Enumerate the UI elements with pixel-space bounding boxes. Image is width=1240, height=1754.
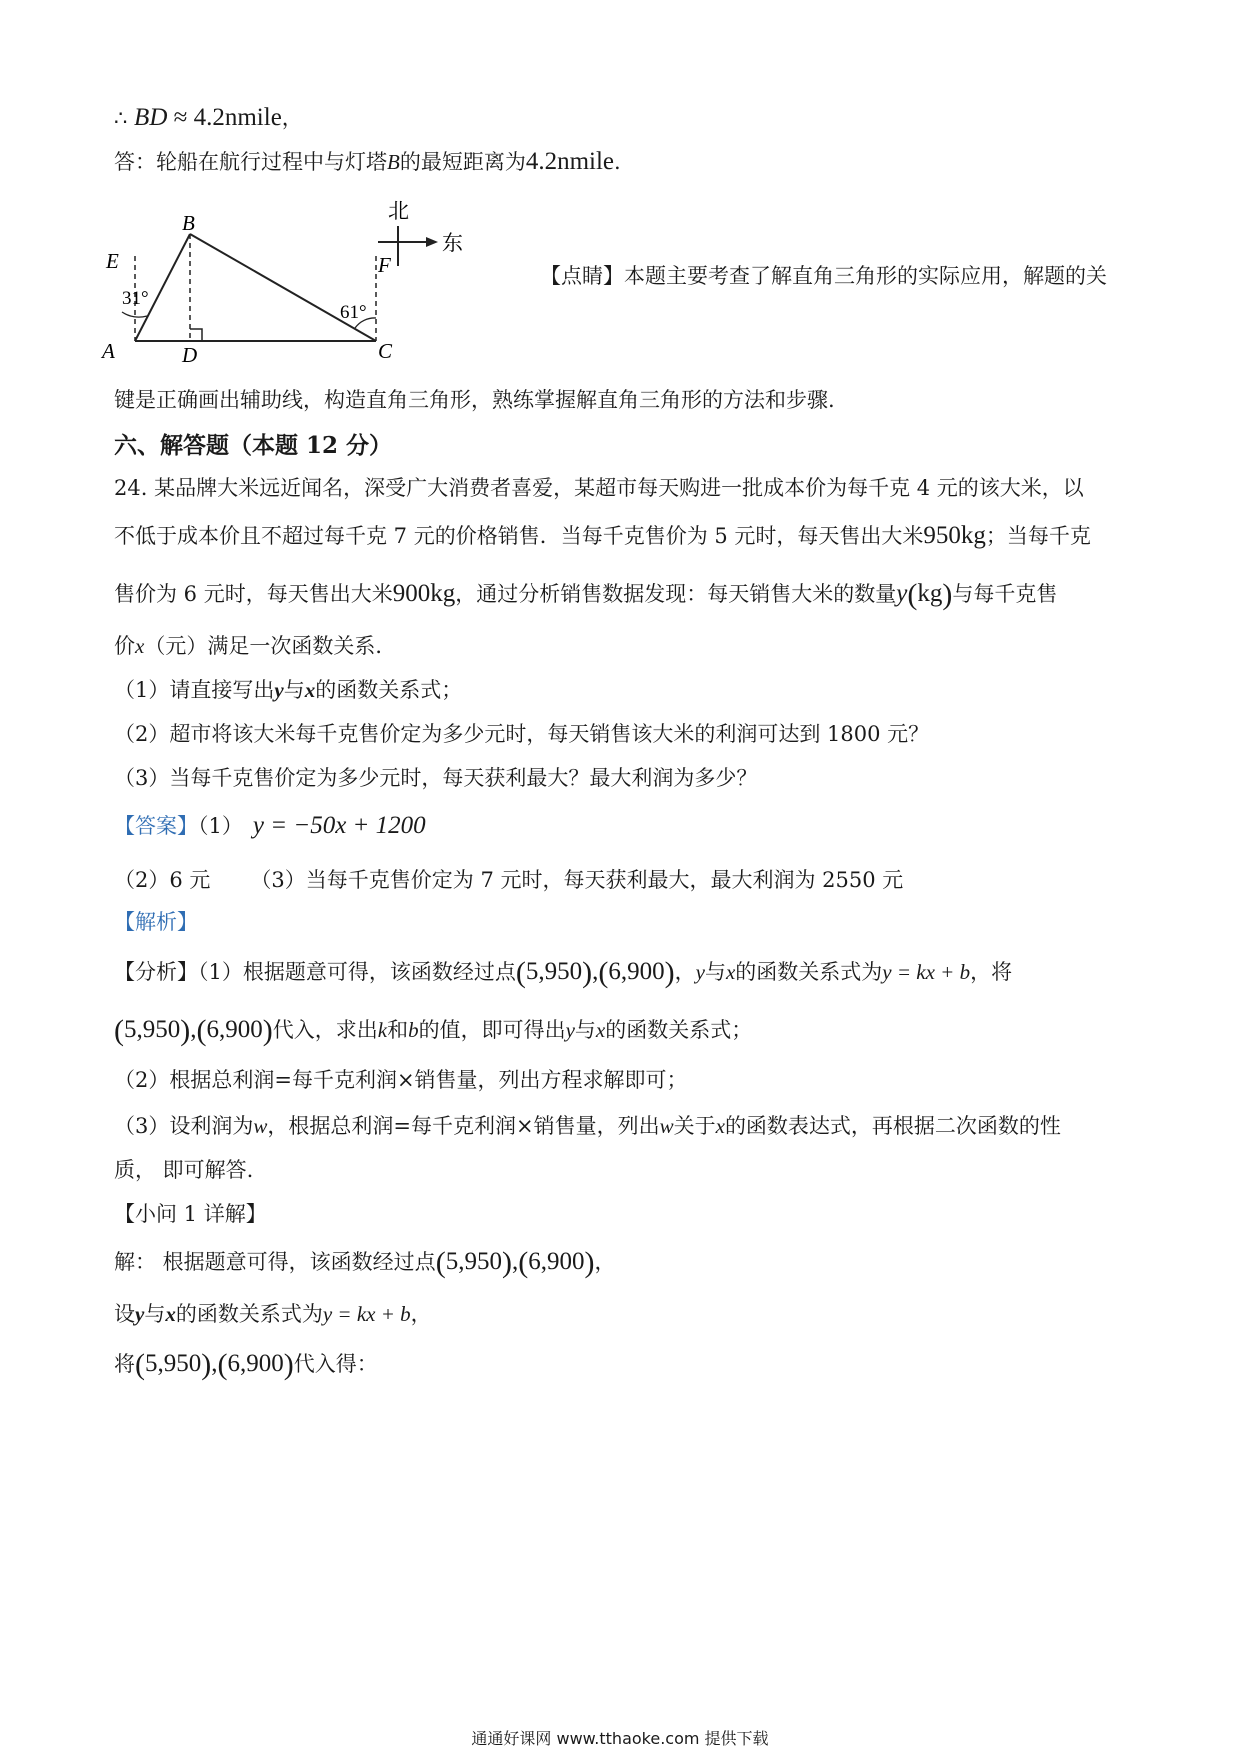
paren-close: ) xyxy=(664,956,675,989)
paren-open: ( xyxy=(114,1014,124,1047)
compass-east-label: 东 xyxy=(442,231,463,255)
point-1: 5,950 xyxy=(445,1248,502,1275)
analysis-text: 【分析】（1）根据题意可得，该函数经过点 xyxy=(114,960,516,984)
therefore-symbol: ∴ xyxy=(114,106,135,130)
answer-3: （3）当每千克售价定为 7 元时，每天获利最大，最大利润为 2550 元 xyxy=(250,868,904,892)
analysis-text: 与 xyxy=(574,1018,596,1042)
comma: , xyxy=(592,958,599,985)
distance-value: 4.2nmile xyxy=(525,148,615,175)
jiexi-label: 【解析】 xyxy=(114,910,198,934)
answer-label: 【答案】 xyxy=(114,814,198,838)
answer-line xyxy=(114,148,621,176)
paren-open: ( xyxy=(135,1348,145,1381)
compass-north-label: 北 xyxy=(388,199,409,223)
angle-A-label: 31° xyxy=(122,288,149,309)
problem-text: （元）满足一次函数关系． xyxy=(144,634,397,658)
analysis-text: 的值，即可得出 xyxy=(418,1018,566,1042)
paren-close: ) xyxy=(942,578,953,611)
analysis-text: 的函数表达式，再根据二次函数的性 xyxy=(724,1114,1061,1138)
point-2: 6,900 xyxy=(227,1350,284,1377)
problem-text: 与每千克售 xyxy=(952,582,1058,606)
analysis-line2 xyxy=(114,1016,752,1045)
analysis-text: 和 xyxy=(387,1018,409,1042)
comma: , xyxy=(211,1350,218,1377)
answer-text-mid: 的最短距离为 xyxy=(399,150,526,174)
analysis-line1 xyxy=(114,958,1012,987)
paren-open: ( xyxy=(907,578,918,611)
point-2: 6,900 xyxy=(528,1248,585,1275)
weight-900: 900kg xyxy=(392,580,456,607)
label-F: F xyxy=(378,253,391,277)
answer-text: 答：轮船在航行过程中与灯塔 xyxy=(114,150,387,174)
paren-open: ( xyxy=(435,1246,446,1279)
var-x: x xyxy=(304,678,316,702)
detail-text: 代入得： xyxy=(293,1352,378,1376)
period: . xyxy=(614,150,621,174)
var-y: y xyxy=(565,1018,575,1042)
point-2: 6,900 xyxy=(206,1016,263,1043)
analysis-text: 的函数关系式； xyxy=(605,1018,753,1042)
var-x: x xyxy=(135,634,145,658)
dianjing-line2: 键是正确画出辅助线，构造直角三角形，熟练掌握解直角三角形的方法和步骤. xyxy=(114,388,835,412)
problem-text: ，通过分析销售数据发现：每天销售大米的数量 xyxy=(455,582,897,606)
paren-close: ) xyxy=(501,1246,512,1279)
detail-line1 xyxy=(114,1248,615,1277)
detail-text: 将 xyxy=(114,1352,135,1376)
paren-close: ) xyxy=(201,1348,212,1381)
var-w: w xyxy=(253,1114,268,1138)
analysis-text: ， xyxy=(674,960,696,984)
linear-equation: y = kx + b xyxy=(882,960,971,984)
answer-row-2 xyxy=(114,866,903,894)
point-2: 6,900 xyxy=(608,958,665,985)
detail-text: 设 xyxy=(114,1302,135,1326)
paren-close: ) xyxy=(582,956,593,989)
point-1: 5,950 xyxy=(145,1350,202,1377)
analysis-text: 代入，求出 xyxy=(272,1018,378,1042)
label-A: A xyxy=(102,339,115,363)
q1-text: 与 xyxy=(283,678,305,702)
detail-label: 【小问 1 详解】 xyxy=(114,1202,267,1226)
problem-line3 xyxy=(114,580,1057,609)
var-x: x xyxy=(725,960,736,984)
problem-text: 售价为 6 元时，每天售出大米 xyxy=(114,582,393,606)
side-BC xyxy=(190,234,376,341)
var-y: y xyxy=(896,580,908,607)
answer-row-1 xyxy=(114,812,426,840)
paren-close: ) xyxy=(180,1014,191,1047)
var-y: y xyxy=(695,960,705,984)
problem-line2 xyxy=(114,522,1091,550)
analysis-line3: （2）根据总利润=每千克利润×销售量，列出方程求解即可； xyxy=(114,1068,688,1092)
paren-open: ( xyxy=(217,1348,228,1381)
question-3: （3）当每千克售价定为多少元时，每天获利最大？最大利润为多少？ xyxy=(114,766,758,790)
var-k: k xyxy=(377,1018,388,1042)
analysis-line4 xyxy=(114,1112,1061,1140)
analysis-text: 关于 xyxy=(673,1114,716,1138)
var-w: w xyxy=(659,1114,674,1138)
var-BD: BD xyxy=(134,104,168,131)
label-E: E xyxy=(106,249,119,273)
problem-text: ；当每千克 xyxy=(985,524,1091,548)
comma: , xyxy=(190,1016,197,1043)
section-heading: 六、解答题（本题 12 分） xyxy=(114,432,393,459)
var-x: x xyxy=(595,1018,606,1042)
right-angle-marker xyxy=(190,329,202,341)
point-1: 5,950 xyxy=(124,1016,181,1043)
footer: 通通好课网 www.tthaoke.com 提供下载 xyxy=(471,1729,769,1748)
var-B: B xyxy=(387,150,400,174)
paren-open: ( xyxy=(518,1246,529,1279)
problem-line1: 24. 某品牌大米远近闻名，深受广大消费者喜爱，某超市每天购进一批成本价为每千克 4 元的该大米，以 xyxy=(114,476,1084,500)
detail-text: 的函数关系式为 xyxy=(175,1302,323,1326)
paren-open: ( xyxy=(598,956,609,989)
var-y: y xyxy=(135,1302,145,1326)
var-x: x xyxy=(165,1302,176,1326)
question-2: （2）超市将该大米每千克售价定为多少元时，每天销售该大米的利润可达到 1800 元？ xyxy=(114,722,930,746)
analysis-text: （3）设利润为 xyxy=(114,1114,254,1138)
triangle-diagram xyxy=(102,196,528,406)
detail-text: ， xyxy=(594,1250,616,1274)
answer-2: （2）6 元 xyxy=(114,868,211,892)
distance-value: 4.2nmile xyxy=(193,104,282,131)
analysis-line5: 质， 即可解答. xyxy=(114,1158,254,1182)
problem-text: 价 xyxy=(114,634,135,658)
east-arrow-icon xyxy=(426,237,438,247)
paren-open: ( xyxy=(196,1014,207,1047)
therefore-line xyxy=(114,104,303,132)
angle-C-label: 61° xyxy=(340,302,367,323)
analysis-text: 与 xyxy=(704,960,726,984)
detail-line2 xyxy=(114,1300,432,1328)
var-b: b xyxy=(408,1018,419,1042)
label-B: B xyxy=(182,211,195,235)
paren-close: ) xyxy=(283,1348,294,1381)
comma: ， xyxy=(281,106,303,130)
problem-text: 不低于成本价且不超过每千克 7 元的价格销售．当每千克售价为 5 元时，每天售出大米 xyxy=(114,524,924,548)
label-D: D xyxy=(182,343,198,367)
detail-text: 与 xyxy=(144,1302,166,1326)
var-x: x xyxy=(715,1114,725,1138)
weight-950: 950kg xyxy=(923,522,986,549)
approx-sign: ≈ xyxy=(167,104,194,131)
var-y: y xyxy=(274,678,284,702)
point-1: 5,950 xyxy=(525,958,583,985)
label-C: C xyxy=(378,339,393,363)
question-1 xyxy=(114,676,462,704)
analysis-text: ，根据总利润=每千克利润×销售量，列出 xyxy=(267,1114,660,1138)
linear-equation: y = kx + b xyxy=(322,1302,411,1326)
paren-close: ) xyxy=(584,1246,595,1279)
analysis-text: 的函数关系式为 xyxy=(735,960,883,984)
paren-open: ( xyxy=(515,956,526,989)
paren-close: ) xyxy=(262,1014,273,1047)
answer-num: （1） xyxy=(198,814,243,838)
detail-line3 xyxy=(114,1350,378,1379)
dianjing-line1: 【点睛】本题主要考查了解直角三角形的实际应用，解题的关 xyxy=(540,264,1107,288)
problem-line4 xyxy=(114,632,396,660)
unit-kg: kg xyxy=(917,580,943,607)
answer-1-formula: y = −50x + 1200 xyxy=(252,812,426,839)
q1-text: （1）请直接写出 xyxy=(114,678,275,702)
comma: , xyxy=(511,1248,519,1275)
q1-text: 的函数关系式； xyxy=(315,678,463,702)
analysis-text: ，将 xyxy=(970,960,1013,984)
detail-text: ， xyxy=(410,1302,432,1326)
detail-text: 解： 根据题意可得，该函数经过点 xyxy=(114,1250,436,1274)
